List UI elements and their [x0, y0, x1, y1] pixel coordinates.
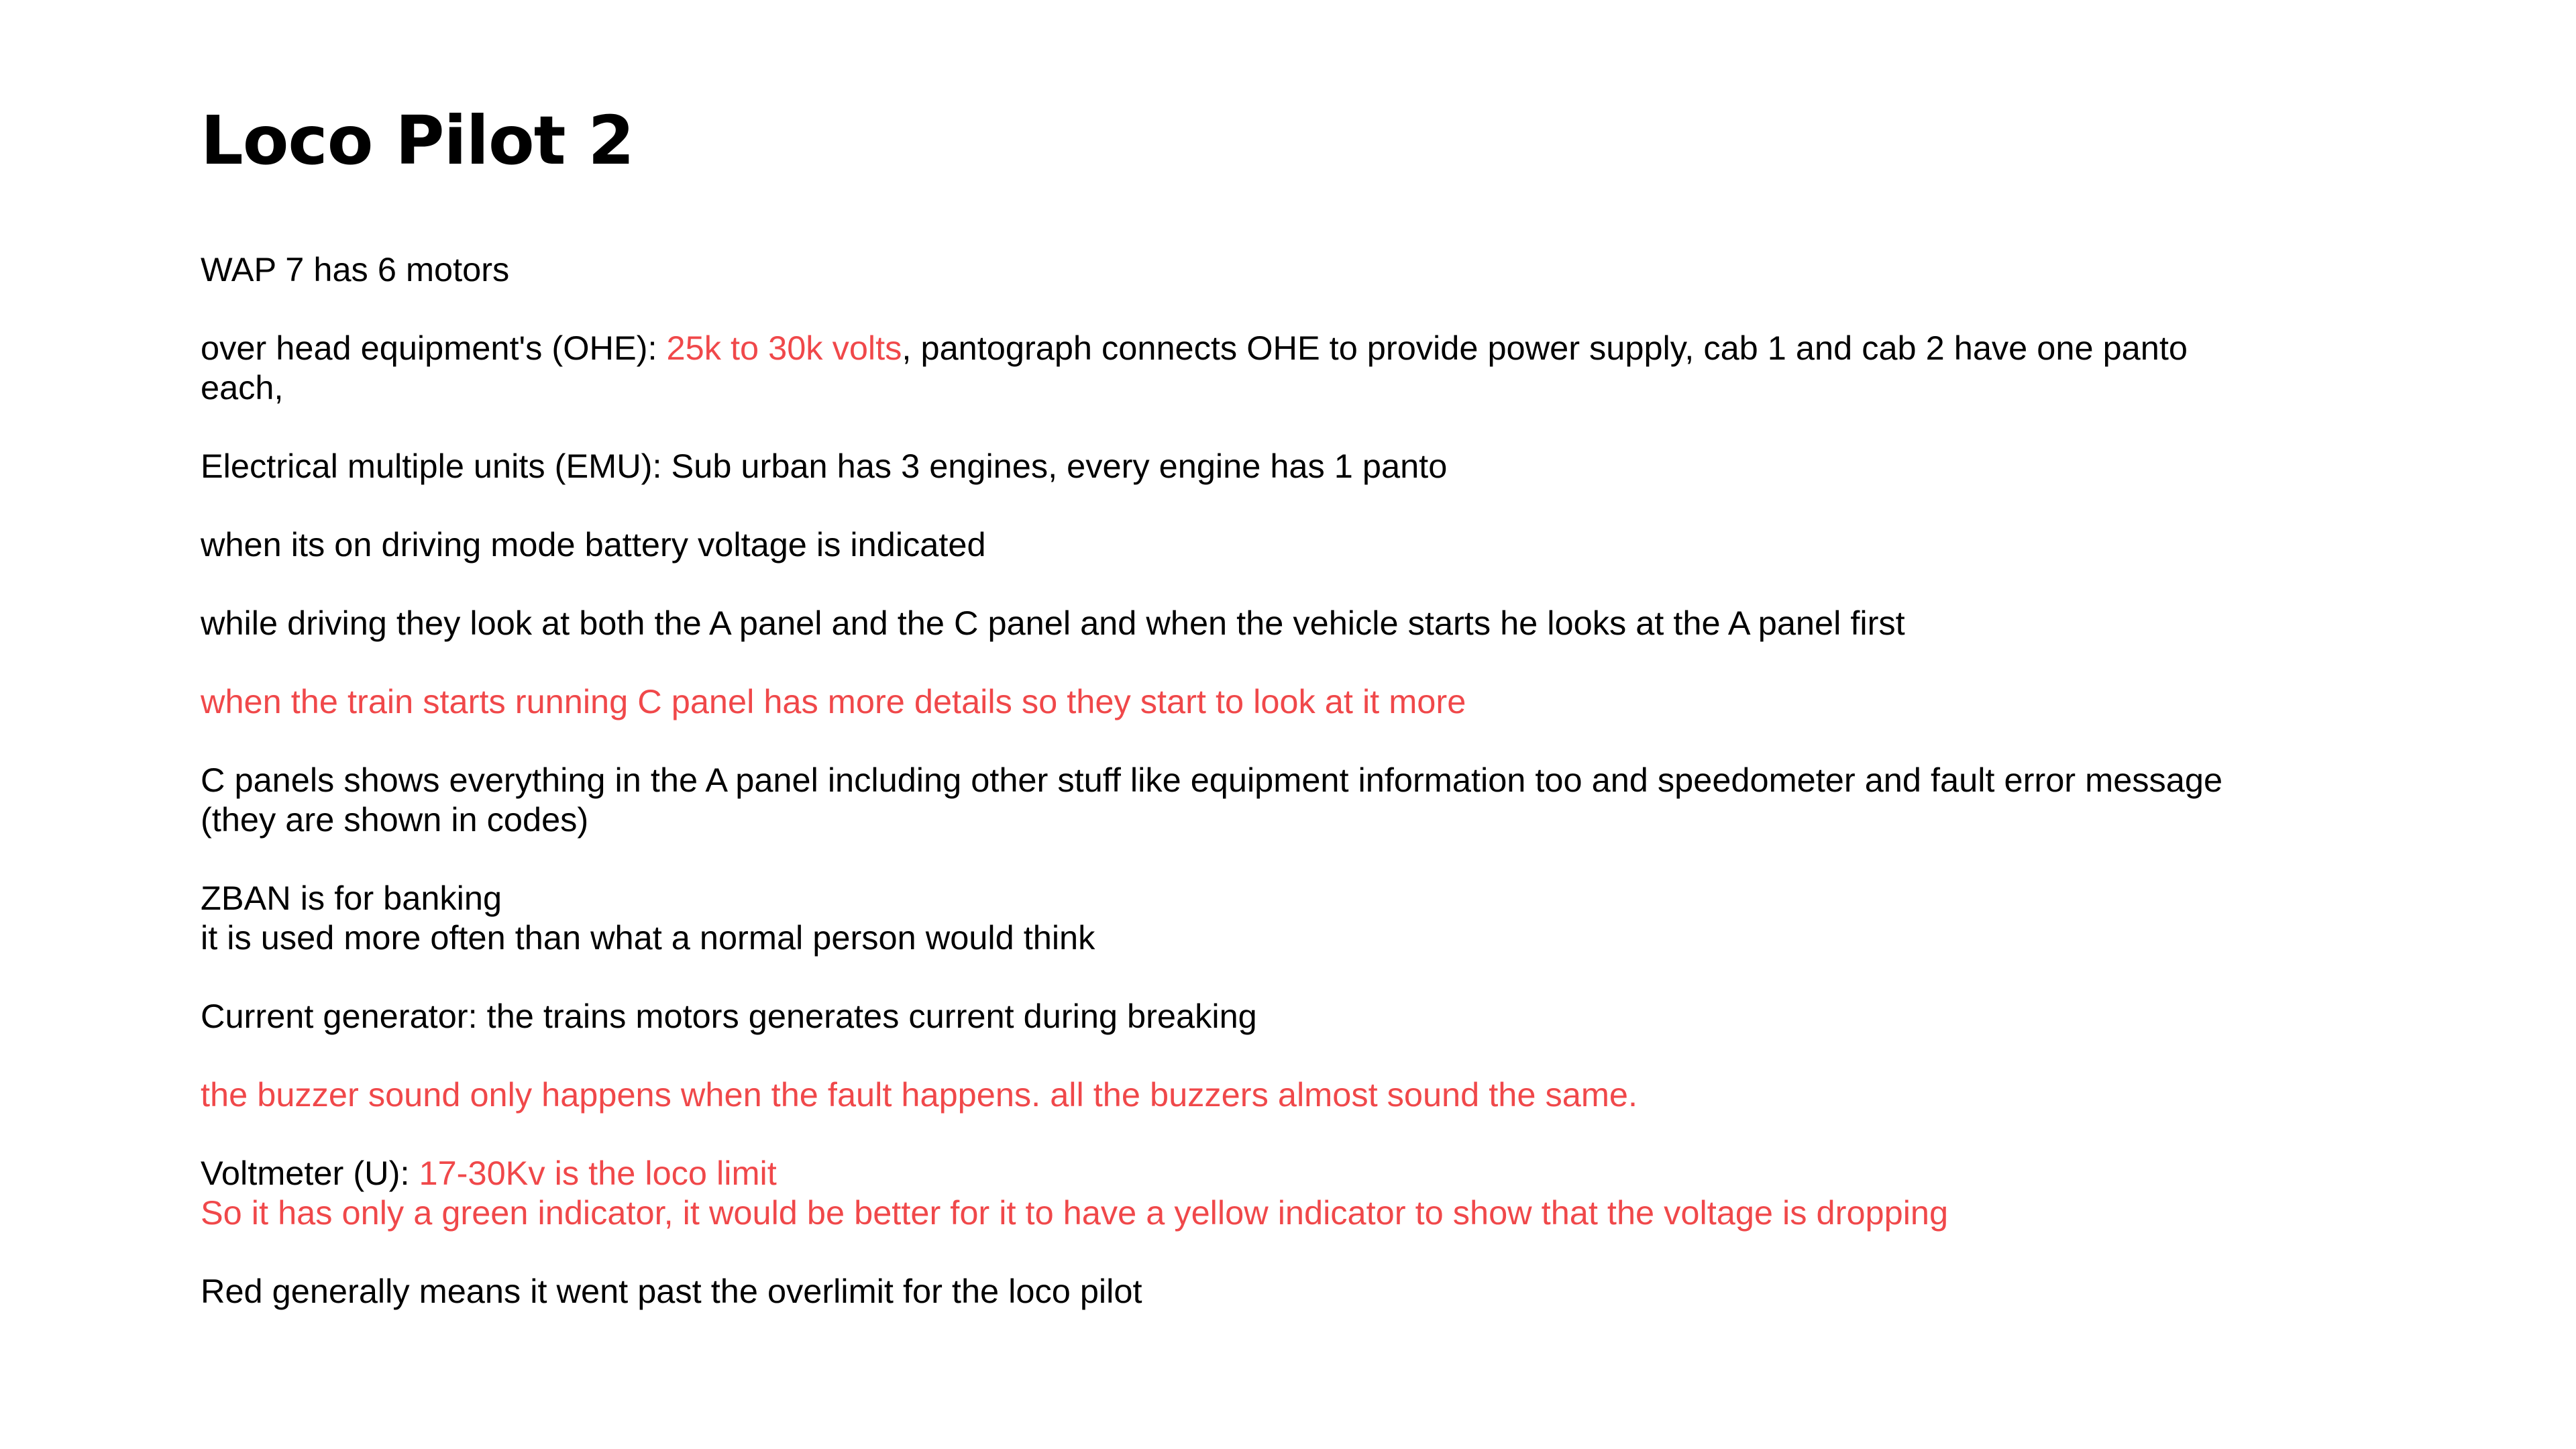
- highlight-text: when the train starts running C panel has more details so they start to look at it more: [201, 682, 1466, 720]
- note-text: each,: [201, 368, 284, 407]
- notes-body: [201, 250, 2414, 1350]
- note-line: [201, 328, 2414, 368]
- note-text: Electrical multiple units (EMU): Sub urban has 3 engines, every engine has 1 panto: [201, 447, 1448, 485]
- note-panels-while-driving: [201, 603, 2414, 643]
- note-c-panel-details: [201, 682, 2414, 721]
- note-text: over head equipment's (OHE):: [201, 329, 667, 367]
- note-text: Current generator: the trains motors generates current during breaking: [201, 997, 1257, 1035]
- note-current-generator: [201, 996, 2414, 1036]
- note-text: C panels shows everything in the A panel including other stuff like equipment information too and speedometer and fault error message: [201, 761, 2223, 799]
- note-text: when its on driving mode battery voltage is indicated: [201, 525, 986, 564]
- note-voltmeter: [201, 1153, 2414, 1232]
- note-buzzer: [201, 1075, 2414, 1114]
- note-zban: [201, 878, 2414, 957]
- highlight-text: the buzzer sound only happens when the fault happens. all the buzzers almost sound the same.: [201, 1075, 1638, 1114]
- highlight-text: So it has only a green indicator, it would be better for it to have a yellow indicator to show that the voltage is dropping: [201, 1193, 1949, 1232]
- note-text: while driving they look at both the A panel and the C panel and when the vehicle starts he looks at the A panel first: [201, 604, 1905, 642]
- note-text: Voltmeter (U):: [201, 1154, 419, 1192]
- slide-header: [201, 101, 2414, 181]
- note-text: ZBAN is for banking: [201, 879, 502, 917]
- note-text: WAP 7 has 6 motors: [201, 250, 510, 288]
- note-text: (they are shown in codes): [201, 800, 589, 839]
- page-title: Loco Pilot 2: [201, 101, 634, 180]
- note-wap7-motors: [201, 250, 2414, 289]
- note-driving-mode: [201, 525, 2414, 564]
- highlight-text: 25k to 30k volts: [666, 329, 902, 367]
- note-c-panel-shows: [201, 760, 2414, 839]
- note-line: [201, 1153, 2414, 1193]
- note-ohe: [201, 328, 2414, 407]
- note-text: it is used more often than what a normal person would think: [201, 918, 1095, 957]
- highlight-text: 17-30Kv is the loco limit: [419, 1154, 777, 1192]
- note-emu: [201, 446, 2414, 486]
- note-red-meaning: [201, 1271, 2414, 1311]
- note-text: , pantograph connects OHE to provide power supply, cab 1 and cab 2 have one panto: [902, 329, 2188, 367]
- note-text: Red generally means it went past the overlimit for the loco pilot: [201, 1272, 1142, 1310]
